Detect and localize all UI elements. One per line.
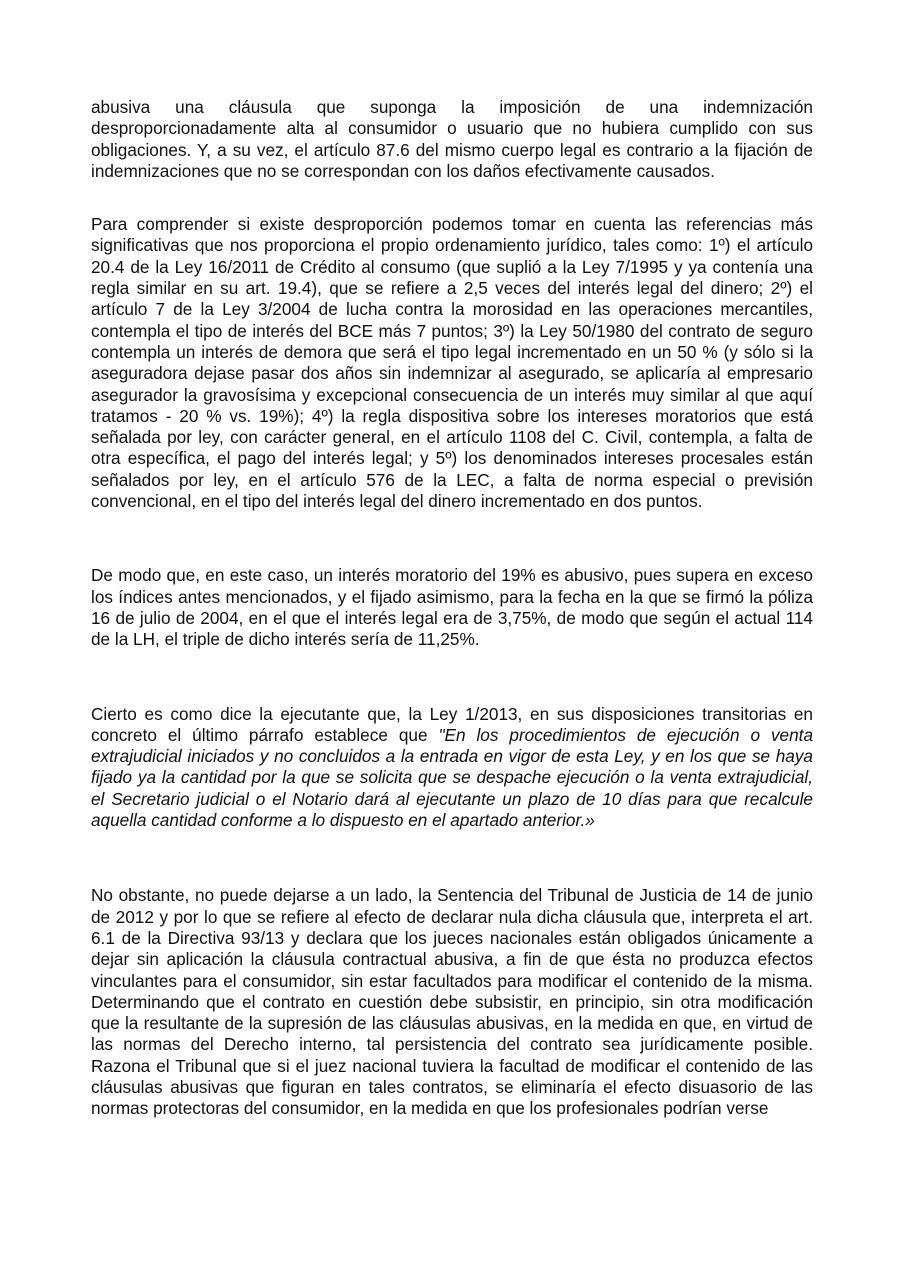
document-page — [91, 97, 813, 1120]
transitional-provision-intro: Cierto es como dice la ejecutante que, la Ley 1/2013, en sus disposiciones transitorias en concreto el último párrafo establece que — [91, 703, 813, 745]
transitional-provision-quote: "En los procedimientos de ejecución o venta extrajudicial iniciados y no concluidos a la entrada en vigor de esta Ley, y en los que se haya fijado ya la cantidad por la que se solicita que se despache ejecución o la venta extrajudicial, el Secretario judicial o el Notario dará al ejecutante un plazo de 10 días para que recalcule aquella cantidad conforme a lo dispuesto en el apartado anterior.» — [91, 724, 813, 831]
paragraph-interest-conclusion: De modo que, en este caso, un interés moratorio del 19% es abusivo, pues supera en exceso los índices antes mencionados, y el fijado asimismo, para la fecha en la que se firmó la póliza 16 de julio de 2004, en el que el interés legal era de 3,75%, de modo que según el actual 114 de la LH, el triple de dicho interés sería de 11,25%. — [91, 565, 813, 650]
paragraph-court-ruling: No obstante, no puede dejarse a un lado, la Sentencia del Tribunal de Justicia de 14 de junio de 2012 y por lo que se refiere al efecto de declarar nula dicha cláusula que, interpreta el art. 6.1 de la Directiva 93/13 y declara que los jueces nacionales están obligados únicamente a dejar sin aplicación la cláusula contractual abusiva, a fin de que ésta no produzca efectos vinculantes para el consumidor, sin estar facultados para modificar el contenido de la misma. Determinando que el contrato en cuestión debe subsistir, en principio, sin otra modificación que la resultante de la supresión de las cláusulas abusivas, en la medida en que, en virtud de las normas del Derecho interno, tal persistencia del contrato sea jurídicamente posible. Razona el Tribunal que si el juez nacional tuviera la facultad de modificar el contenido de las cláusulas abusivas que figuran en tales contratos, se eliminaría el efecto disuasorio de las normas protectoras del consumidor, en la medida en que los profesionales podrían verse — [91, 885, 813, 1119]
paragraph-abusive-clause: abusiva una cláusula que suponga la imposición de una indemnización desproporcionadamente alta al consumidor o usuario que no hubiera cumplido con sus obligaciones. Y, a su vez, el artículo 87.6 del mismo cuerpo legal es contrario a la fijación de indemnizaciones que no se correspondan con los daños efectivamente causados. — [91, 97, 813, 181]
paragraph-legal-references: Para comprender si existe desproporción podemos tomar en cuenta las referencias más significativas que nos proporciona el propio ordenamiento jurídico, tales como: 1º) el artículo 20.4 de la Ley 16/2011 de Crédito al consumo (que suplió a la Ley 7/1995 y ya contenía una regla similar en su art. 19.4), que se refiere a 2,5 veces del interés legal del dinero; 2º) el artículo 7 de la Ley 3/2004 de lucha contra la morosidad en las operaciones mercantiles, contempla el tipo de interés del BCE más 7 puntos; 3º) la Ley 50/1980 del contrato de seguro contempla un interés de demora que será el tipo legal incrementado en un 50 % (y sólo si la aseguradora dejase pasar dos años sin indemnizar al asegurado, se aplicaría al empresario asegurador la gravosísima y excepcional consecuencia de un interés muy similar al que aquí tratamos - 20 % vs. 19%); 4º) la regla dispositiva sobre los intereses moratorios que está señalada por ley, con carácter general, en el artículo 1108 del C. Civil, contempla, a falta de otra específica, el pago del interés legal; y 5º) los denominados intereses procesales están señalados por ley, en el artículo 576 de la LEC, a falta de norma especial o previsión convencional, en el tipo del interés legal del dinero incrementado en dos puntos. — [91, 214, 813, 512]
paragraph-transitional-provision — [91, 704, 813, 832]
